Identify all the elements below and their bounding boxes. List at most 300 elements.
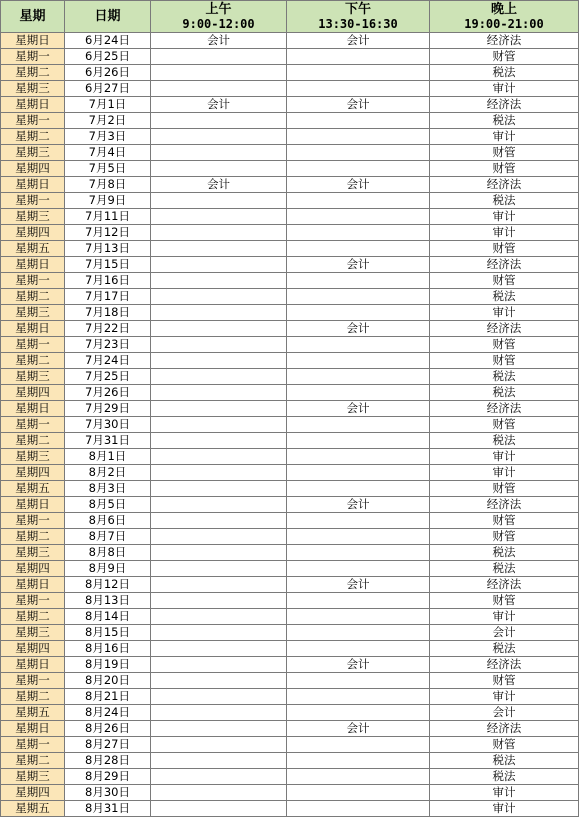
table-row [1, 353, 579, 369]
table-row [1, 65, 579, 81]
cell-morning [151, 433, 287, 449]
cell-morning [151, 593, 287, 609]
cell-date: 7月30日 [65, 417, 151, 433]
cell-date: 8月16日 [65, 641, 151, 657]
cell-morning [151, 641, 287, 657]
cell-morning [151, 321, 287, 337]
cell-evening: 审计 [430, 129, 579, 145]
cell-date: 8月9日 [65, 561, 151, 577]
cell-afternoon: 会计 [287, 577, 430, 593]
cell-afternoon [287, 353, 430, 369]
cell-evening: 会计 [430, 705, 579, 721]
cell-evening: 财管 [430, 353, 579, 369]
cell-afternoon [287, 593, 430, 609]
table-row [1, 625, 579, 641]
cell-afternoon [287, 625, 430, 641]
cell-morning: 会计 [151, 97, 287, 113]
table-row [1, 561, 579, 577]
cell-morning [151, 609, 287, 625]
cell-afternoon [287, 337, 430, 353]
cell-date: 8月27日 [65, 737, 151, 753]
cell-evening: 财管 [430, 161, 579, 177]
table-row [1, 433, 579, 449]
cell-weekday: 星期三 [1, 625, 65, 641]
cell-afternoon [287, 113, 430, 129]
cell-morning [151, 193, 287, 209]
cell-afternoon [287, 529, 430, 545]
header-morning: 上午 9:00-12:00 [151, 1, 287, 33]
cell-date: 7月8日 [65, 177, 151, 193]
cell-evening: 审计 [430, 609, 579, 625]
table-row [1, 481, 579, 497]
cell-evening: 审计 [430, 801, 579, 817]
cell-date: 8月26日 [65, 721, 151, 737]
cell-afternoon [287, 737, 430, 753]
cell-date: 7月2日 [65, 113, 151, 129]
cell-weekday: 星期四 [1, 161, 65, 177]
cell-morning [151, 769, 287, 785]
cell-afternoon [287, 65, 430, 81]
cell-afternoon [287, 49, 430, 65]
cell-date: 8月3日 [65, 481, 151, 497]
cell-morning [151, 465, 287, 481]
table-row [1, 321, 579, 337]
cell-date: 8月29日 [65, 769, 151, 785]
cell-weekday: 星期二 [1, 753, 65, 769]
cell-date: 8月28日 [65, 753, 151, 769]
cell-evening: 财管 [430, 481, 579, 497]
table-row [1, 369, 579, 385]
cell-date: 7月22日 [65, 321, 151, 337]
cell-afternoon: 会计 [287, 497, 430, 513]
cell-afternoon [287, 753, 430, 769]
cell-weekday: 星期二 [1, 129, 65, 145]
cell-evening: 税法 [430, 369, 579, 385]
cell-weekday: 星期一 [1, 49, 65, 65]
cell-weekday: 星期一 [1, 113, 65, 129]
cell-afternoon [287, 145, 430, 161]
cell-date: 8月1日 [65, 449, 151, 465]
cell-date: 8月6日 [65, 513, 151, 529]
cell-weekday: 星期四 [1, 225, 65, 241]
cell-weekday: 星期五 [1, 705, 65, 721]
cell-morning [151, 497, 287, 513]
table-row [1, 385, 579, 401]
cell-date: 7月1日 [65, 97, 151, 113]
cell-date: 8月2日 [65, 465, 151, 481]
cell-date: 7月11日 [65, 209, 151, 225]
cell-date: 6月27日 [65, 81, 151, 97]
table-row [1, 673, 579, 689]
cell-date: 7月12日 [65, 225, 151, 241]
cell-weekday: 星期一 [1, 417, 65, 433]
table-row [1, 97, 579, 113]
cell-morning [151, 289, 287, 305]
cell-evening: 税法 [430, 753, 579, 769]
cell-weekday: 星期二 [1, 65, 65, 81]
cell-afternoon [287, 209, 430, 225]
table-row [1, 593, 579, 609]
cell-morning: 会计 [151, 33, 287, 49]
cell-weekday: 星期二 [1, 433, 65, 449]
table-row [1, 721, 579, 737]
cell-date: 7月26日 [65, 385, 151, 401]
cell-weekday: 星期二 [1, 529, 65, 545]
table-row [1, 161, 579, 177]
cell-weekday: 星期三 [1, 209, 65, 225]
cell-afternoon [287, 513, 430, 529]
cell-date: 6月24日 [65, 33, 151, 49]
cell-weekday: 星期日 [1, 401, 65, 417]
cell-afternoon: 会计 [287, 401, 430, 417]
cell-afternoon [287, 785, 430, 801]
cell-morning [151, 113, 287, 129]
cell-date: 8月21日 [65, 689, 151, 705]
cell-afternoon [287, 689, 430, 705]
cell-afternoon [287, 449, 430, 465]
cell-evening: 税法 [430, 769, 579, 785]
table-row [1, 145, 579, 161]
cell-date: 7月16日 [65, 273, 151, 289]
cell-afternoon [287, 705, 430, 721]
cell-date: 7月9日 [65, 193, 151, 209]
table-row [1, 545, 579, 561]
header-weekday: 星期 [1, 1, 65, 33]
cell-morning [151, 129, 287, 145]
cell-afternoon [287, 641, 430, 657]
table-row [1, 401, 579, 417]
cell-evening: 经济法 [430, 321, 579, 337]
cell-evening: 税法 [430, 641, 579, 657]
cell-evening: 税法 [430, 289, 579, 305]
cell-weekday: 星期四 [1, 785, 65, 801]
cell-weekday: 星期一 [1, 273, 65, 289]
cell-weekday: 星期日 [1, 321, 65, 337]
cell-morning: 会计 [151, 177, 287, 193]
cell-weekday: 星期一 [1, 513, 65, 529]
cell-afternoon [287, 385, 430, 401]
table-row [1, 417, 579, 433]
cell-weekday: 星期五 [1, 481, 65, 497]
header-date: 日期 [65, 1, 151, 33]
cell-date: 6月25日 [65, 49, 151, 65]
cell-afternoon: 会计 [287, 257, 430, 273]
cell-date: 7月3日 [65, 129, 151, 145]
cell-evening: 审计 [430, 785, 579, 801]
cell-morning [151, 353, 287, 369]
cell-evening: 会计 [430, 625, 579, 641]
cell-morning [151, 81, 287, 97]
cell-afternoon: 会计 [287, 321, 430, 337]
cell-evening: 税法 [430, 545, 579, 561]
cell-weekday: 星期四 [1, 465, 65, 481]
cell-weekday: 星期一 [1, 193, 65, 209]
cell-evening: 财管 [430, 673, 579, 689]
cell-evening: 审计 [430, 225, 579, 241]
cell-evening: 审计 [430, 689, 579, 705]
cell-evening: 税法 [430, 433, 579, 449]
cell-evening: 经济法 [430, 257, 579, 273]
cell-weekday: 星期三 [1, 145, 65, 161]
cell-afternoon: 会计 [287, 657, 430, 673]
cell-weekday: 星期五 [1, 241, 65, 257]
table-row [1, 705, 579, 721]
cell-weekday: 星期日 [1, 577, 65, 593]
cell-evening: 审计 [430, 449, 579, 465]
cell-date: 8月24日 [65, 705, 151, 721]
cell-weekday: 星期一 [1, 737, 65, 753]
cell-evening: 税法 [430, 385, 579, 401]
cell-morning [151, 529, 287, 545]
cell-evening: 财管 [430, 273, 579, 289]
cell-evening: 税法 [430, 193, 579, 209]
cell-weekday: 星期二 [1, 289, 65, 305]
cell-weekday: 星期四 [1, 641, 65, 657]
cell-weekday: 星期三 [1, 81, 65, 97]
table-row [1, 241, 579, 257]
cell-morning [151, 225, 287, 241]
cell-morning [151, 625, 287, 641]
cell-weekday: 星期日 [1, 177, 65, 193]
cell-weekday: 星期二 [1, 353, 65, 369]
cell-weekday: 星期三 [1, 769, 65, 785]
cell-morning [151, 49, 287, 65]
cell-evening: 财管 [430, 737, 579, 753]
cell-afternoon [287, 673, 430, 689]
table-row [1, 529, 579, 545]
cell-evening: 审计 [430, 209, 579, 225]
cell-afternoon [287, 129, 430, 145]
table-row [1, 689, 579, 705]
cell-evening: 经济法 [430, 657, 579, 673]
cell-date: 7月23日 [65, 337, 151, 353]
cell-morning [151, 273, 287, 289]
cell-morning [151, 385, 287, 401]
cell-weekday: 星期三 [1, 545, 65, 561]
cell-evening: 经济法 [430, 577, 579, 593]
cell-weekday: 星期三 [1, 305, 65, 321]
cell-morning [151, 673, 287, 689]
cell-date: 8月13日 [65, 593, 151, 609]
cell-morning [151, 657, 287, 673]
cell-evening: 财管 [430, 49, 579, 65]
cell-evening: 审计 [430, 305, 579, 321]
cell-evening: 税法 [430, 65, 579, 81]
cell-afternoon [287, 225, 430, 241]
table-row [1, 305, 579, 321]
cell-date: 8月15日 [65, 625, 151, 641]
table-row [1, 769, 579, 785]
cell-afternoon [287, 801, 430, 817]
table-row [1, 49, 579, 65]
cell-evening: 经济法 [430, 33, 579, 49]
cell-date: 7月31日 [65, 433, 151, 449]
cell-weekday: 星期一 [1, 337, 65, 353]
cell-morning [151, 545, 287, 561]
cell-morning [151, 145, 287, 161]
cell-date: 7月5日 [65, 161, 151, 177]
cell-morning [151, 65, 287, 81]
cell-afternoon [287, 369, 430, 385]
cell-afternoon [287, 193, 430, 209]
table-row [1, 609, 579, 625]
cell-afternoon [287, 545, 430, 561]
cell-evening: 税法 [430, 561, 579, 577]
table-row [1, 449, 579, 465]
cell-weekday: 星期二 [1, 609, 65, 625]
cell-afternoon [287, 609, 430, 625]
cell-evening: 经济法 [430, 497, 579, 513]
table-row [1, 209, 579, 225]
table-row [1, 465, 579, 481]
cell-evening: 经济法 [430, 401, 579, 417]
table-row [1, 273, 579, 289]
cell-date: 8月12日 [65, 577, 151, 593]
cell-morning [151, 209, 287, 225]
cell-afternoon [287, 289, 430, 305]
cell-weekday: 星期日 [1, 97, 65, 113]
cell-morning [151, 689, 287, 705]
table-row [1, 497, 579, 513]
cell-date: 7月29日 [65, 401, 151, 417]
cell-morning [151, 401, 287, 417]
cell-weekday: 星期四 [1, 561, 65, 577]
table-row [1, 177, 579, 193]
cell-afternoon [287, 465, 430, 481]
table-row [1, 801, 579, 817]
cell-morning [151, 257, 287, 273]
cell-date: 8月30日 [65, 785, 151, 801]
cell-morning [151, 305, 287, 321]
cell-date: 7月15日 [65, 257, 151, 273]
cell-date: 7月18日 [65, 305, 151, 321]
cell-afternoon [287, 481, 430, 497]
table-row [1, 641, 579, 657]
cell-afternoon [287, 305, 430, 321]
cell-afternoon [287, 433, 430, 449]
cell-weekday: 星期一 [1, 673, 65, 689]
cell-afternoon [287, 81, 430, 97]
cell-morning [151, 481, 287, 497]
cell-evening: 审计 [430, 465, 579, 481]
table-row [1, 257, 579, 273]
cell-morning [151, 577, 287, 593]
table-row [1, 113, 579, 129]
cell-date: 8月19日 [65, 657, 151, 673]
cell-evening: 财管 [430, 417, 579, 433]
cell-morning [151, 561, 287, 577]
cell-morning [151, 241, 287, 257]
cell-morning [151, 721, 287, 737]
cell-afternoon [287, 561, 430, 577]
table-row [1, 785, 579, 801]
cell-weekday: 星期日 [1, 33, 65, 49]
table-row [1, 337, 579, 353]
cell-weekday: 星期日 [1, 257, 65, 273]
cell-morning [151, 449, 287, 465]
cell-weekday: 星期日 [1, 721, 65, 737]
table-row [1, 513, 579, 529]
cell-afternoon [287, 273, 430, 289]
cell-afternoon [287, 241, 430, 257]
cell-weekday: 星期一 [1, 593, 65, 609]
cell-date: 7月4日 [65, 145, 151, 161]
table-row [1, 289, 579, 305]
header-row [1, 1, 579, 33]
cell-afternoon [287, 769, 430, 785]
schedule-body [1, 33, 579, 817]
cell-evening: 审计 [430, 81, 579, 97]
table-row [1, 193, 579, 209]
header-evening: 晚上 19:00-21:00 [430, 1, 579, 33]
cell-date: 8月20日 [65, 673, 151, 689]
cell-weekday: 星期四 [1, 385, 65, 401]
cell-weekday: 星期五 [1, 801, 65, 817]
cell-evening: 财管 [430, 513, 579, 529]
cell-afternoon: 会计 [287, 97, 430, 113]
cell-date: 8月31日 [65, 801, 151, 817]
cell-evening: 税法 [430, 113, 579, 129]
cell-afternoon: 会计 [287, 177, 430, 193]
cell-afternoon: 会计 [287, 721, 430, 737]
table-row [1, 81, 579, 97]
cell-afternoon [287, 161, 430, 177]
cell-morning [151, 705, 287, 721]
table-row [1, 225, 579, 241]
cell-morning [151, 785, 287, 801]
cell-evening: 财管 [430, 241, 579, 257]
table-row [1, 753, 579, 769]
cell-date: 7月24日 [65, 353, 151, 369]
cell-evening: 经济法 [430, 97, 579, 113]
header-afternoon: 下午 13:30-16:30 [287, 1, 430, 33]
cell-morning [151, 801, 287, 817]
cell-date: 7月25日 [65, 369, 151, 385]
cell-afternoon [287, 417, 430, 433]
cell-evening: 财管 [430, 593, 579, 609]
cell-morning [151, 417, 287, 433]
cell-evening: 财管 [430, 145, 579, 161]
cell-weekday: 星期日 [1, 497, 65, 513]
cell-morning [151, 753, 287, 769]
cell-morning [151, 337, 287, 353]
table-row [1, 129, 579, 145]
cell-date: 6月26日 [65, 65, 151, 81]
cell-date: 8月7日 [65, 529, 151, 545]
cell-morning [151, 513, 287, 529]
cell-evening: 财管 [430, 529, 579, 545]
table-row [1, 33, 579, 49]
table-row [1, 737, 579, 753]
cell-evening: 财管 [430, 337, 579, 353]
cell-morning [151, 161, 287, 177]
cell-date: 8月5日 [65, 497, 151, 513]
cell-weekday: 星期二 [1, 689, 65, 705]
cell-date: 8月8日 [65, 545, 151, 561]
table-row [1, 657, 579, 673]
cell-evening: 经济法 [430, 721, 579, 737]
cell-afternoon: 会计 [287, 33, 430, 49]
cell-date: 8月14日 [65, 609, 151, 625]
cell-weekday: 星期三 [1, 449, 65, 465]
cell-date: 7月17日 [65, 289, 151, 305]
cell-weekday: 星期日 [1, 657, 65, 673]
cell-date: 7月13日 [65, 241, 151, 257]
cell-weekday: 星期三 [1, 369, 65, 385]
cell-evening: 经济法 [430, 177, 579, 193]
cell-morning [151, 737, 287, 753]
table-row [1, 577, 579, 593]
